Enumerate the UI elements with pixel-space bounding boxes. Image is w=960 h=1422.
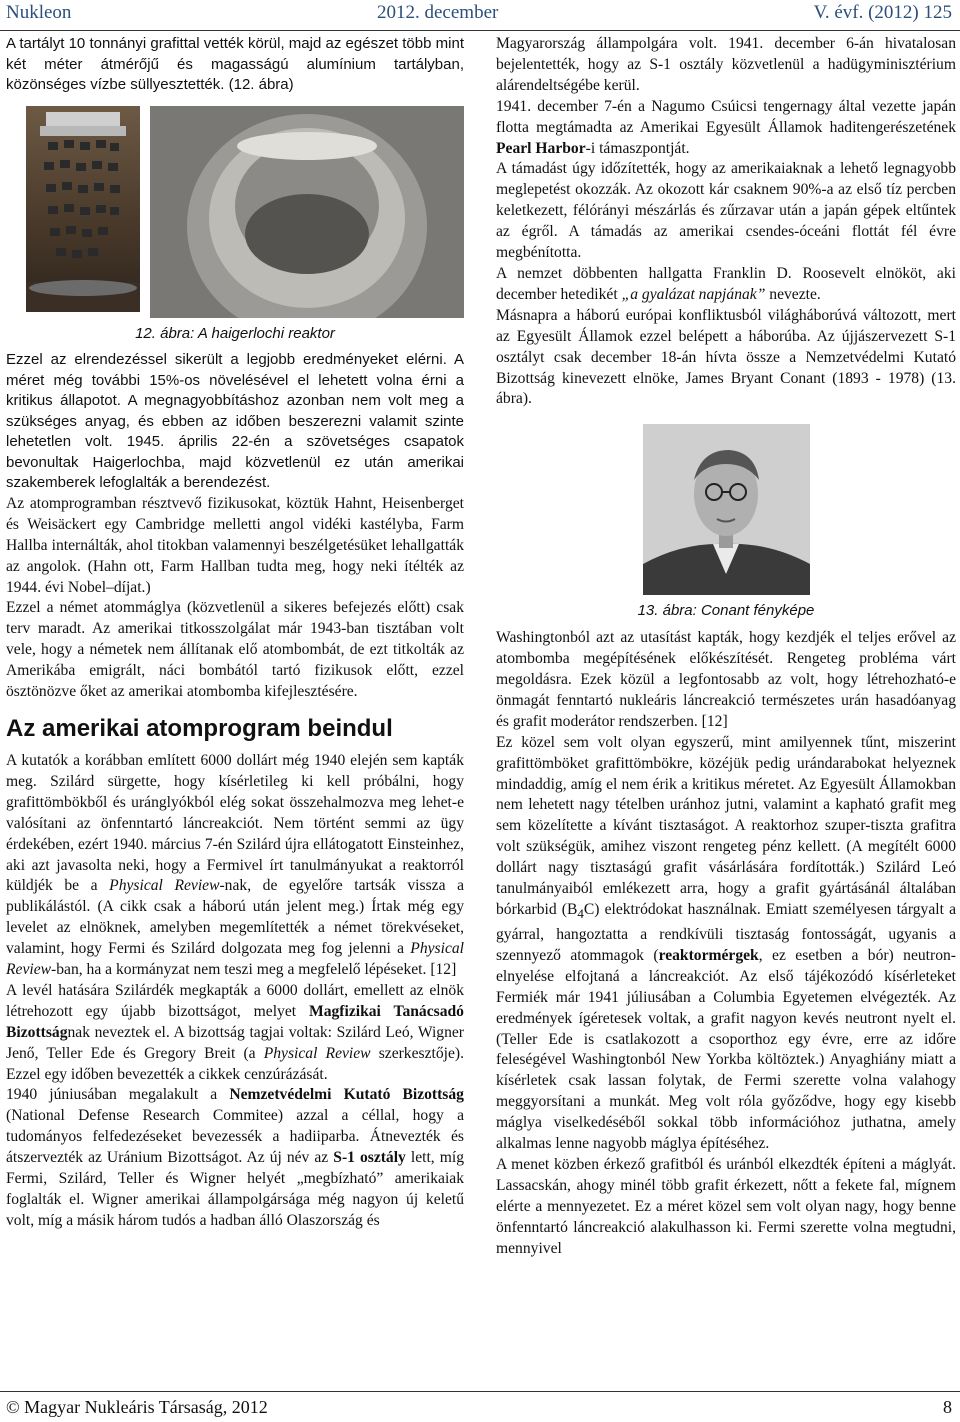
paragraph: Ezzel a német atommáglya (közvetlenül a sikeres befejezés előtt) csak terv maradt. Az amerikai titkosszolgálat már 1943-ban tisztában volt vele, hogy a németek nem állítanak elő atombombát, de ezt titkolták az Amerikába emigrált, náci bombától tartó fizikusok előtt, ezzel ösztönözve őket az amerikai atombomba kifejlesztésére.: [6, 599, 464, 701]
issue-date: 2012. december: [377, 2, 499, 23]
page-footer: [0, 1391, 960, 1422]
left-column: [6, 34, 464, 1232]
place-name: Pearl Harbor: [496, 139, 586, 157]
reactor-vessel-photo: [150, 106, 464, 318]
paragraph: Washingtonból azt az utasítást kapták, hogy kezdjék el teljes erővel az atombomba megépítésének előkészítését. Rengeteg probléma várt megoldásra. Ezek közül a legfontosabb az volt, hogy létrehozható-e önmagát fenntartó nukleáris láncreakció természetes urán hasadóanyag és grafit moderátor rendszerben. [12]: [496, 629, 956, 730]
reactor-core-illustration: [26, 106, 140, 312]
paragraph: Ezzel az elrendezéssel sikerült a legjobb eredményeket elérni. A méret még további 15%-os növelésével el lehetett volna érni a kritikus állapotot. A megnagyobbításhoz azonban nem volt meg a szükséges anyag, és ebben az időben beszerezni valamit szinte lehetetlen volt. 1945. április 22-én a szövetséges csapatok bevonultak Haigerlochba, majd közvetlenül ez után amerikai szakemberek lefoglalták a berendezést.: [6, 351, 464, 492]
conant-portrait-photo: [643, 424, 810, 595]
division-name: S-1 osztály: [333, 1149, 406, 1167]
text-run: , ez esetben a bór) neutron-elnyelése elfojtaná a láncreakciót. Az első tájékozódó kísérleteket Fermiék már 1941 júliusában a Columbia Egyetemen elvégezték. Az eredmények ígéretesek voltak, a grafit nagyon kevés neutront nyelt el. (Teller Ede is csatlakozott a csoporthoz egy évre, erre az időre feleségével Washingtonból New Yorkba költöztek.) Anyaghiány miatt a kísérletek csak lassan folytak, de Fermi szerette volna valahogy meggyorsítani a munkát. Meg volt róla győződve, hogy egy kisebb máglya viselkedéséből sokkal több információhoz juthatna, amely alkalmas lenne nagyobb máglya építéséhez.: [496, 946, 956, 1153]
copyright: © Magyar Nukleáris Társaság, 2012: [6, 1397, 268, 1417]
text-run: A kutatók a korábban említett 6000 dollárt még 1940 elején sem kapták meg. Szilárd sürgette, hogy kísérletileg ki kell próbálni, hogy grafittömbökből és uránglyókból elég sokat összehalmozva meg lehet-e valósítani az önfenntartó láncreakciót. Nem történt semmi az ügy érdekében, ezért 1940. március 7-én Szilárd újra ellátogatott Einsteinhez, aki azt javasolta neki, hogy a Fermivel írt tanulmányukat a reaktorról küldjék be a: [6, 751, 464, 895]
figure-13-caption: 13. ábra: Conant fényképe: [637, 602, 815, 620]
paragraph: [6, 981, 464, 1086]
text-run: -ban, ha a kormányzat nem teszi meg a megfelelő lépéseket. [12]: [51, 961, 457, 979]
volume-page: V. évf. (2012) 125: [813, 2, 952, 23]
figure-12-caption: 12. ábra: A haigerlochi reaktor: [135, 324, 335, 342]
section-heading: Az amerikai atomprogram beindul: [6, 714, 393, 742]
paragraph: Magyarország állampolgára volt. 1941. december 6-án hivatalosan bejelentették, hogy az S-1 osztály közvetlenül a hadügyminisztérium alárendeltségébe kerül.: [496, 35, 956, 94]
page-header: [0, 0, 960, 31]
paragraph: [6, 1085, 464, 1231]
text-run: Ez közel sem volt olyan egyszerű, mint amilyennek tűnt, miszerint grafittömböket grafittömbökre, közéjük pedig urándarabokat helyeznek mindaddig, amíg el nem érik a kritikus méretet. Az Egyesült Államokban nem lehetett nagy tételben uránhoz jutni, valamint a kapható grafit meg sem közelítette a kívánt tisztaságot. A reaktorhoz szuper-tiszta grafitra volt szükségük, amihez viszont rengeteg pénz kellett. (A megítélt 6000 dollárt nagy tisztaságú grafit vásárlására fordították.) Szilárd Leó tanulmányaiból emlékezett arra, hogy a grafit gyártásánál általában bórkarbid (B: [496, 733, 956, 918]
page-number: 8: [943, 1397, 952, 1417]
journal-name: Nukleon: [6, 2, 72, 23]
paragraph: Másnapra a háború európai konfliktusból világháborúvá változott, mert az Egyesült Államok ezzel belépett a háborúba. Az újjászervezett S-1 osztályt csak december 18-án hívta össze a Nemzetvédelmi Kutató Bizottság kinevezett elnöke, James Bryant Conant (1893 - 1978) (13. ábra).: [496, 306, 956, 408]
journal-title: Physical Review: [109, 877, 220, 895]
reactor-core-photo: [26, 106, 140, 312]
journal-title: Physical Review: [6, 940, 464, 979]
journal-title: Physical Review: [263, 1044, 371, 1062]
paragraph: [496, 97, 956, 160]
text-run: nak neveztek el. A bizottság tagjai voltak: Szilárd Leó, Wigner Jenő, Teller Ede és Gregory Breit (a: [6, 1023, 464, 1062]
paragraph: A támadást úgy időzítették, hogy az amerikaiaknak a lehető legnagyobb meglepetést okozzák. Az okozott kár csaknem 90%-a az első tíz percben keletkezett, félórányi mészárlás és zűrzavar után a japán gépek eltűntek az égről. A támadás az amerikai csendes-óceáni flottát fél évre megbénította.: [496, 160, 956, 262]
text-run: 1940 júniusában megalakult a: [6, 1086, 218, 1104]
paragraph: [496, 733, 956, 1155]
text-run: A levél hatására Szilárdék megkapták a 6000 dollárt, emellett az elnök létrehozott egy újabb bizottságot, melyet: [6, 981, 464, 1020]
reactor-vessel-illustration: [150, 106, 464, 318]
text-run: C) elektródokat használnak. Emiatt személyesen tárgyalt a gyárral, hangoztatta a rendkívüli tisztaság fontosságát, ugyanis a szennyező atommagok (: [496, 901, 956, 964]
text-run: 1941. december 7-én a Nagumo Csúicsi tengernagy által vezette japán flotta megtámadta az Amerikai Egyesült Államok haditengerészetének: [496, 97, 956, 136]
text-run: -nak, de egyelőre tartsák vissza a publikálástól. (A cikk csak a háború után jelent meg.) Írtak még egy levelet az elnöknek, amelyben megemlítették a német törekvéseket, valamint, hogy Fermi és Szilárd dolgozata meg fog jelenni a: [6, 877, 464, 958]
subscript: 4: [577, 906, 584, 922]
text-run: szerkesztője). Ezzel egy időben bevezették a cikkek cenzúrázását.: [6, 1044, 464, 1083]
paragraph: A menet közben érkező grafitból és uránból elkezdték építeni a máglyát. Lassacskán, ahogy minél több grafit érkezett, nőtt a fekete fal, mígnem elérte a mennyezetet. Ez a méret közel sem volt olyan nagy, hogy benne önfenntartó láncreakció alakulhasson ki. Fermi szerette volna megtudni, mennyivel: [496, 1155, 956, 1257]
portrait-illustration: [643, 424, 810, 595]
committee-name: Magfizikai Tanácsadó Bizottság: [6, 1002, 464, 1041]
paragraph: Az atomprogramban résztvevő fizikusokat, köztük Hahnt, Heisenberget és Weisäckert egy Cambridge melletti angol vidéki kastélyba, Farm Hallba internálták, ahol titokban valamennyi beszélgetésüket lehallgatták az angolok. (Hahn ott, Farm Hallban tudta meg, hogy neki ítélték az 1944. évi Nobel–díjat.): [6, 494, 464, 596]
right-column: [496, 34, 956, 1260]
text-run: -i támaszpontját.: [585, 139, 690, 157]
text-run: (National Defense Research Commitee) azzal a céllal, hogy a tudományos felfedezéseket bevezessék a hadiiparba. Átnevezték és átszervezték az Uránium Bizottságot. Az új név az: [6, 1107, 464, 1167]
paragraph: [496, 264, 956, 306]
committee-name: Nemzetvédelmi Kutató Bizottság: [229, 1086, 464, 1104]
paragraph: [6, 751, 464, 981]
text-run: lett, míg Fermi, Szilárd, Teller és Wigner helyét „megbízható” amerikaiak foglalták el. Wigner amerikai állampolgársága még nagyon új keletű volt, míg a másik három tudós a hadban álló Olaszország és: [6, 1149, 464, 1229]
quote: „a gyalázat napjának”: [621, 285, 766, 303]
figure-12: [6, 106, 464, 318]
text-run: nevezte.: [769, 285, 821, 303]
text-run: A nemzet döbbenten hallgatta Franklin D. Roosevelt elnököt, aki december hetedikét: [496, 264, 956, 303]
term: reaktormérgek: [658, 946, 759, 964]
intro-paragraph: A tartályt 10 tonnányi grafittal vették körül, majd az egészet több mint két méter átmérőjű és magasságú alumínium tartályban, közönséges vízbe süllyesztették. (12. ábra): [6, 35, 464, 93]
